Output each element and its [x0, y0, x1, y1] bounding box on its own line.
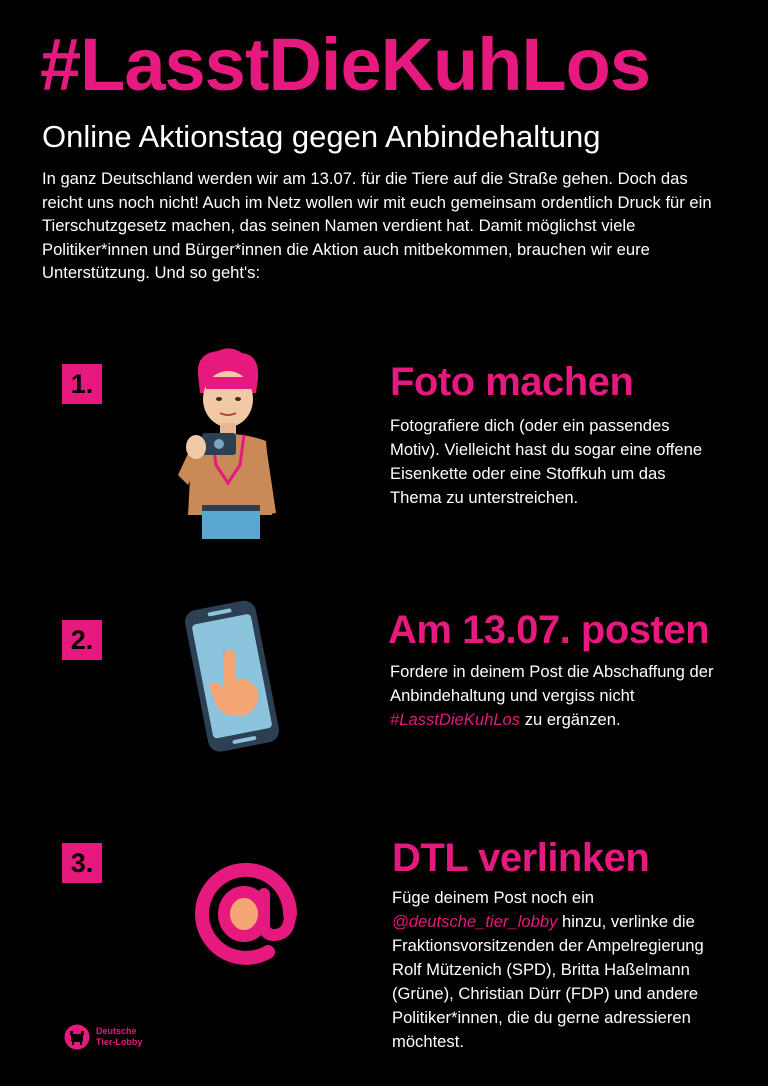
intro-text: In ganz Deutschland werden wir am 13.07. für die Tiere auf die Straße gehen. Doch das reicht uns noch nicht! Auch im Netz wollen wir mit euch gemeinsam ordentlich Druck für ein Tierschutzgesetz machen, das seinen Namen verdient hat. Damit möglichst viele Politiker*innen und Bürger*innen die Aktion auch mitbekommen, brauchen wir eure Unterstützung. Und so geht's:: [42, 169, 712, 282]
mention-link[interactable]: @deutsche_tier_lobby: [392, 912, 558, 931]
step-2-number: 2.: [62, 620, 102, 660]
step-3-number: 3.: [62, 843, 102, 883]
logo-line-1: Deutsche: [96, 1026, 137, 1036]
smartphone-tap-icon: [180, 600, 286, 752]
person-taking-photo-icon: [168, 345, 280, 540]
step-3-text-after: hinzu, verlinke die Fraktionsvorsitzenden der Ampelregierung Rolf Mützenich (SPD), Britta Haßelmann (Grüne), Christian Dürr (FDP) und andere Politiker*innen, die du gerne adressieren möchtest.: [392, 912, 704, 1051]
logo-text: [96, 1026, 142, 1048]
step-1-text: Fotografiere dich (oder ein passendes Motiv). Vielleicht hast du sogar eine offene Eisenkette oder eine Stoffkuh um das Thema zu unterstreichen.: [390, 416, 703, 507]
step-2-text: [390, 660, 720, 732]
step-2-text-before: Fordere in deinem Post die Abschaffung der Anbindehaltung und vergiss nicht: [390, 662, 714, 705]
hashtag-link[interactable]: #LasstDieKuhLos: [390, 710, 521, 729]
step-3-text-before: Füge deinem Post noch ein: [392, 888, 595, 907]
dtl-logo: [64, 1024, 142, 1050]
step-2-text-after: zu ergänzen.: [520, 710, 621, 729]
step-3-text: [392, 886, 717, 1054]
step-2-title: Am 13.07. posten: [388, 608, 710, 652]
step-3-title: DTL verlinken: [392, 836, 650, 880]
step-1-title: Foto machen: [390, 360, 634, 404]
subtitle: Online Aktionstag gegen Anbindehaltung: [42, 119, 601, 154]
step-1-number: 1.: [62, 364, 102, 404]
cow-logo-icon: [64, 1024, 90, 1050]
at-sign-icon: [190, 858, 302, 970]
logo-line-2: Tier-Lobby: [96, 1037, 143, 1047]
hashtag-title: #LasstDieKuhLos: [40, 23, 651, 106]
